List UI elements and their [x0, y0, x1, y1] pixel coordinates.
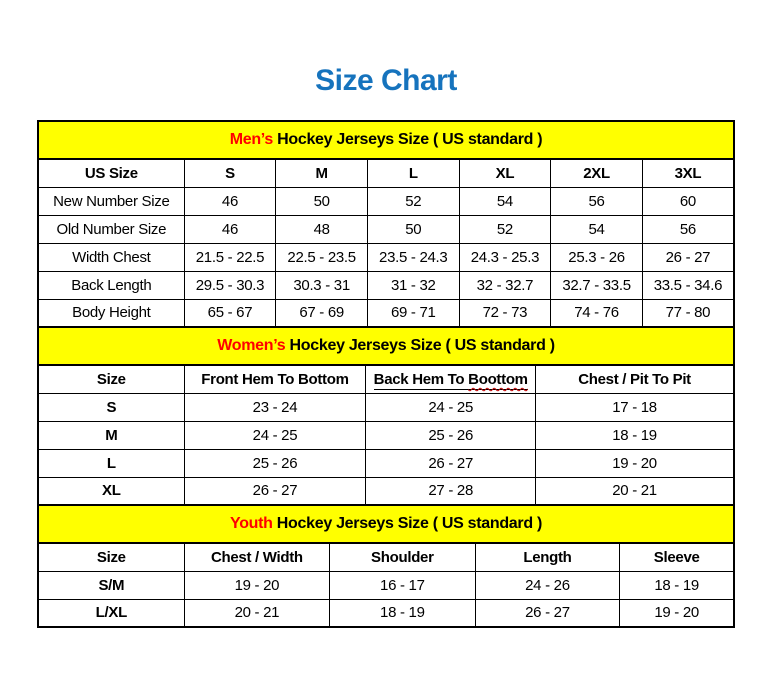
table-row [38, 599, 734, 627]
size-value: 77 - 80 [642, 299, 734, 327]
row-label: Back Length [38, 271, 184, 299]
size-value: 23.5 - 24.3 [367, 243, 459, 271]
size-value: 23 - 24 [184, 393, 366, 421]
size-value: 30.3 - 31 [276, 271, 368, 299]
row-label: S [38, 393, 184, 421]
size-value: 65 - 67 [184, 299, 276, 327]
row-label: Width Chest [38, 243, 184, 271]
size-value: 24 - 25 [184, 421, 366, 449]
size-value: 18 - 19 [620, 571, 734, 599]
size-value: 32.7 - 33.5 [551, 271, 643, 299]
size-value: 21.5 - 22.5 [184, 243, 276, 271]
size-value: 24 - 26 [475, 571, 620, 599]
size-value: 60 [642, 187, 734, 215]
row-label: L/XL [38, 599, 184, 627]
column-header: XL [459, 159, 551, 187]
column-header: 3XL [642, 159, 734, 187]
size-value: 24.3 - 25.3 [459, 243, 551, 271]
column-header: Size [38, 543, 184, 571]
row-label: Body Height [38, 299, 184, 327]
mens-section-highlight: Men’s [229, 131, 273, 148]
column-header: Length [475, 543, 620, 571]
size-value: 31 - 32 [367, 271, 459, 299]
size-value: 50 [367, 215, 459, 243]
size-value: 22.5 - 23.5 [276, 243, 368, 271]
table-row [38, 271, 734, 299]
size-value: 48 [276, 215, 368, 243]
page-title: Size Chart [315, 64, 457, 97]
column-header: Chest / Width [184, 543, 329, 571]
column-header: Sleeve [620, 543, 734, 571]
misspelled-word: Boottom [468, 370, 528, 388]
row-label: New Number Size [38, 187, 184, 215]
column-header: Front Hem To Bottom [184, 365, 366, 393]
size-tables [37, 120, 735, 628]
size-value: 33.5 - 34.6 [642, 271, 734, 299]
size-value: 24 - 25 [366, 393, 536, 421]
table-row [38, 449, 734, 477]
table-row [38, 243, 734, 271]
size-value: 19 - 20 [620, 599, 734, 627]
size-value: 56 [551, 187, 643, 215]
table-row [38, 571, 734, 599]
size-value: 29.5 - 30.3 [184, 271, 276, 299]
size-value: 56 [642, 215, 734, 243]
row-label: Old Number Size [38, 215, 184, 243]
size-value: 25 - 26 [366, 421, 536, 449]
table-row [38, 393, 734, 421]
size-value: 20 - 21 [184, 599, 329, 627]
column-header: Chest / Pit To Pit [536, 365, 734, 393]
size-value: 17 - 18 [536, 393, 734, 421]
size-value: 25 - 26 [184, 449, 366, 477]
youth-size-table [37, 504, 735, 628]
size-value: 16 - 17 [330, 571, 475, 599]
size-value: 50 [276, 187, 368, 215]
size-value: 52 [459, 215, 551, 243]
mens-size-table [37, 120, 735, 328]
size-value: 19 - 20 [536, 449, 734, 477]
womens-size-table [37, 326, 735, 506]
size-value: 20 - 21 [536, 477, 734, 505]
column-header: US Size [38, 159, 184, 187]
table-row [38, 299, 734, 327]
size-value: 74 - 76 [551, 299, 643, 327]
youth-section-highlight: Youth [230, 515, 273, 532]
size-value: 26 - 27 [642, 243, 734, 271]
row-label: M [38, 421, 184, 449]
size-value: 46 [184, 215, 276, 243]
size-value: 27 - 28 [366, 477, 536, 505]
size-value: 18 - 19 [330, 599, 475, 627]
youth-section-header: Youth Hockey Jerseys Size ( US standard ) [38, 505, 734, 543]
size-value: 52 [367, 187, 459, 215]
column-header: S [184, 159, 276, 187]
womens-section-highlight: Women’s [217, 337, 286, 354]
row-label: S/M [38, 571, 184, 599]
column-header: Shoulder [330, 543, 475, 571]
column-header: L [367, 159, 459, 187]
size-value: 26 - 27 [475, 599, 620, 627]
size-value: 26 - 27 [184, 477, 366, 505]
size-value: 46 [184, 187, 276, 215]
column-header: 2XL [551, 159, 643, 187]
row-label: L [38, 449, 184, 477]
table-row [38, 477, 734, 505]
size-value: 32 - 32.7 [459, 271, 551, 299]
size-value: 54 [459, 187, 551, 215]
table-row [38, 187, 734, 215]
womens-section-header: Women’s Hockey Jerseys Size ( US standard ) [38, 327, 734, 365]
mens-section-header: Men’s Hockey Jerseys Size ( US standard ) [38, 121, 734, 159]
size-value: 54 [551, 215, 643, 243]
table-row [38, 421, 734, 449]
size-value: 18 - 19 [536, 421, 734, 449]
column-header: Back Hem To Boottom [366, 365, 536, 393]
size-value: 69 - 71 [367, 299, 459, 327]
size-value: 26 - 27 [366, 449, 536, 477]
size-value: 67 - 69 [276, 299, 368, 327]
column-header: Size [38, 365, 184, 393]
size-value: 25.3 - 26 [551, 243, 643, 271]
row-label: XL [38, 477, 184, 505]
size-value: 19 - 20 [184, 571, 329, 599]
column-header: M [276, 159, 368, 187]
size-value: 72 - 73 [459, 299, 551, 327]
table-row [38, 215, 734, 243]
